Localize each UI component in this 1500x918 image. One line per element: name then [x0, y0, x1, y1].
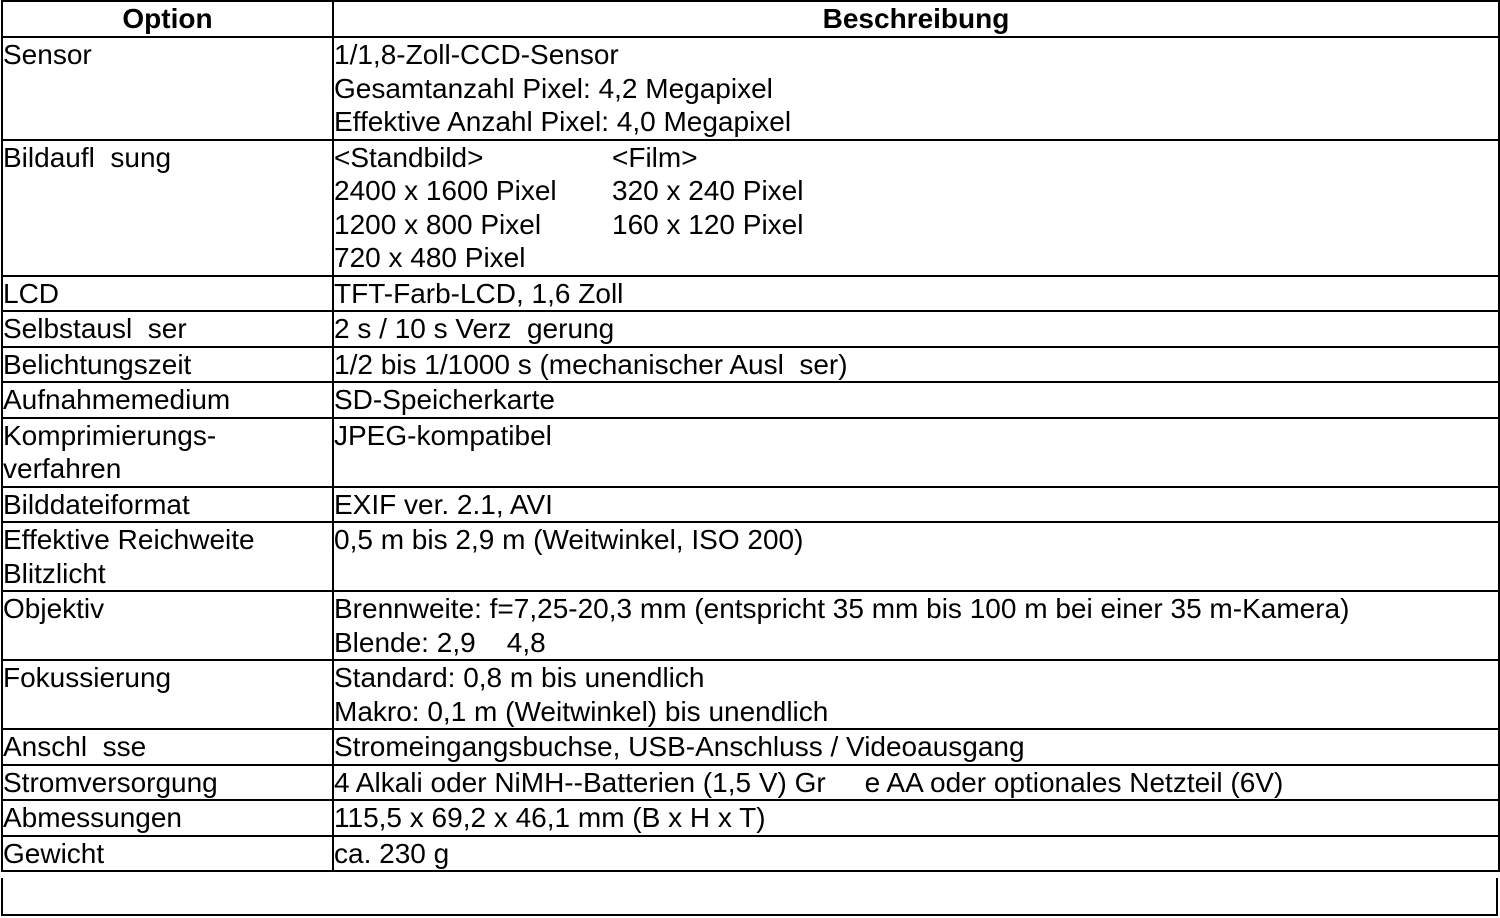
table-row — [2, 729, 1499, 765]
table-row — [2, 140, 1499, 276]
description-text: Makro: 0,1 m (Weitwinkel) bis unendlich — [334, 695, 829, 727]
description-text: SD-Speicherkarte — [334, 384, 555, 415]
description-cell — [333, 347, 1499, 383]
description-cell — [333, 276, 1499, 312]
description-cell — [333, 660, 1499, 729]
option-cell — [2, 800, 333, 836]
table-row — [2, 37, 1499, 140]
option-cell — [2, 311, 333, 347]
option-text: Belichtungszeit — [3, 348, 192, 380]
still-image-column — [334, 141, 612, 275]
table-row — [2, 418, 1499, 487]
description-cell — [333, 382, 1499, 418]
description-text: Effektive Anzahl Pixel: 4,0 Megapixel — [334, 106, 792, 137]
option-text: Gewicht — [3, 837, 105, 869]
description-cell — [333, 487, 1499, 523]
option-text: Sensor — [3, 39, 92, 70]
description-text: Stromeingangsbuchse, USB-Anschluss / Videoausgang — [334, 731, 1025, 762]
description-text: 4 Alkali oder NiMH--Batterien (1,5 V) Gr e AA oder optionales Netzteil (6V) — [334, 766, 1284, 798]
description-text: ca. 230 g — [334, 837, 450, 869]
option-cell — [2, 836, 333, 872]
header-row — [2, 1, 1499, 37]
option-cell — [2, 418, 333, 487]
description-cell — [333, 591, 1499, 660]
resolution-columns — [334, 141, 1498, 275]
spec-table — [1, 0, 1500, 872]
option-text: Abmessungen — [3, 802, 183, 833]
description-cell — [333, 418, 1499, 487]
table-row — [2, 347, 1499, 383]
table-row — [2, 765, 1499, 801]
option-text: Blitzlicht — [3, 557, 106, 589]
description-cell — [333, 37, 1499, 140]
table-row — [2, 276, 1499, 312]
option-text: Fokussierung — [3, 662, 172, 693]
option-text: verfahren — [3, 453, 122, 484]
option-cell — [2, 487, 333, 523]
description-text: 720 x 480 Pixel — [334, 242, 526, 273]
description-text: Gesamtanzahl Pixel: 4,2 Megapixel — [334, 72, 773, 104]
table-row — [2, 591, 1499, 660]
description-text: 160 x 120 Pixel — [612, 208, 804, 240]
option-text: LCD — [3, 277, 60, 309]
description-text: 1200 x 800 Pixel — [334, 208, 542, 240]
option-text: Anschl sse — [3, 731, 147, 762]
description-text: Blende: 2,9 4,8 — [334, 626, 546, 658]
table-row — [2, 836, 1499, 872]
description-text: Standard: 0,8 m bis unendlich — [334, 662, 705, 693]
option-cell — [2, 522, 333, 591]
description-cell — [333, 836, 1499, 872]
option-text: Bilddateiformat — [3, 488, 190, 520]
option-text: Komprimierungs- — [3, 419, 217, 451]
description-text: EXIF ver. 2.1, AVI — [334, 488, 553, 520]
description-text: 2 s / 10 s Verz gerung — [334, 313, 615, 344]
option-cell — [2, 140, 333, 276]
option-cell — [2, 37, 333, 140]
option-text: Objektiv — [3, 593, 105, 624]
description-text: 320 x 240 Pixel — [612, 175, 804, 206]
table-row — [2, 382, 1499, 418]
option-text: Bildaufl sung — [3, 141, 172, 173]
description-text: Brennweite: f=7,25-20,3 mm (entspricht 35 mm bis 100 m bei einer 35 m-Kamera) — [334, 593, 1350, 624]
description-cell — [333, 729, 1499, 765]
description-cell — [333, 765, 1499, 801]
movie-column — [612, 141, 1012, 275]
option-text: Effektive Reichweite — [3, 524, 255, 555]
option-cell — [2, 765, 333, 801]
description-cell — [333, 800, 1499, 836]
option-text: Selbstausl ser — [3, 313, 187, 344]
option-cell — [2, 347, 333, 383]
option-text: Aufnahmemedium — [3, 384, 231, 415]
option-cell — [2, 729, 333, 765]
description-text: 1/2 bis 1/1000 s (mechanischer Ausl ser) — [334, 348, 848, 380]
description-cell — [333, 522, 1499, 591]
table-row — [2, 800, 1499, 836]
empty-trailing-row — [1, 878, 1498, 916]
header-description: Beschreibung — [333, 1, 1499, 37]
option-cell — [2, 591, 333, 660]
description-text: 1/1,8-Zoll-CCD-Sensor — [334, 39, 619, 70]
description-cell — [333, 140, 1499, 276]
table-row — [2, 311, 1499, 347]
description-text: 2400 x 1600 Pixel — [334, 175, 557, 206]
table-row — [2, 522, 1499, 591]
description-text: 0,5 m bis 2,9 m (Weitwinkel, ISO 200) — [334, 524, 804, 555]
header-option: Option — [2, 1, 333, 37]
option-cell — [2, 660, 333, 729]
description-text: JPEG-kompatibel — [334, 419, 552, 451]
description-text: <Standbild> — [334, 141, 484, 173]
description-cell — [333, 311, 1499, 347]
option-cell — [2, 276, 333, 312]
description-text: <Film> — [612, 141, 698, 173]
table-row — [2, 660, 1499, 729]
description-text: 115,5 x 69,2 x 46,1 mm (B x H x T) — [334, 802, 766, 833]
description-text: TFT-Farb-LCD, 1,6 Zoll — [334, 277, 624, 309]
option-cell — [2, 382, 333, 418]
table-row — [2, 487, 1499, 523]
option-text: Stromversorgung — [3, 766, 218, 798]
spec-table-body — [2, 37, 1499, 871]
